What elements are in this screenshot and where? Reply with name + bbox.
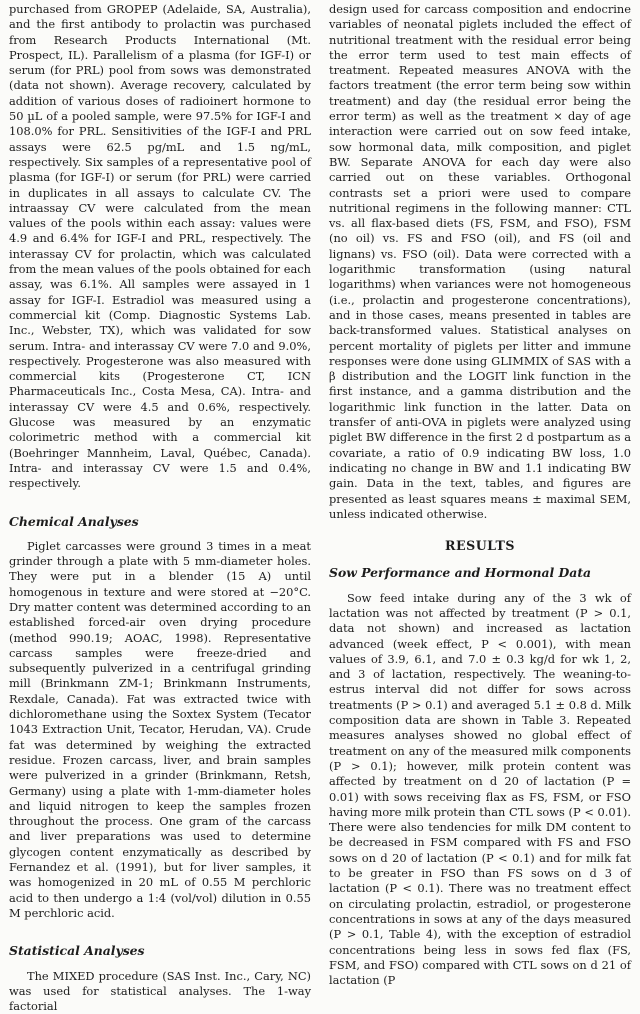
sow-performance-heading: Sow Performance and Hormonal Data — [329, 565, 592, 581]
hormone-assay-paragraph: purchased from GROPEP (Adelaide, SA, Australia), and the first antibody to prolactin was purchased from Research Products International (Mt. Prospect, IL). Parallelism of a plasma (for IGF-I) or serum (for PRL) pool from sows was demonstrated (data not shown). Average recovery, calculated by addition of various doses of radioinert hormone to 50 µL of a pooled sample, were 97.5% for IGF-I and 108.0% for PRL. Sensitivities of the IGF-I and PRL assays were 62.5 pg/mL and 1.5 ng/mL, respectively. Six samples of a representative pool of plasma (for IGF-I) or serum (for PRL) were carried in duplicates in all assays to calculate CV. The intraassay CV were calculated from the mean values of the pools within each assay: values were 4.9 and 6.4% for IGF-I and PRL, respectively. The interassay CV for prolactin, which was calculated from the mean values of the pools obtained for each assay, was 6.1%. All samples were assayed in 1 assay for IGF-I. Estradiol was measured using a commercial kit (Comp. Diagnostic Systems Lab. Inc., Webster, TX), which was validated for sow serum. Intra- and interassay CV were 7.0 and 9.0%, respectively. Progesterone was also measured with commercial kits (Progesterone CT, ICN Pharmaceuticals Inc., Costa Mesa, CA). Intra- and interassay CV were 4.5 and 0.6%, respectively. Glucose was measured by an enzymatic colorimetric method with a commercial kit (Boehringer Mannheim, Laval, Québec, Canada). Intra- and interassay CV were 1.5 and 0.4%, respectively. — [9, 2, 311, 491]
statistical-analyses-heading: Statistical Analyses — [9, 943, 145, 959]
sow-performance-paragraph: Sow feed intake during any of the 3 wk of lactation was not affected by treatment (P > 0.1, data not shown) and increased as lactation advanced (week effect, P < 0.001), with mean values of 3.9, 6.1, and 7.0 ± 0.3 kg/d for wk 1, 2, and 3 of lactation, respectively. The weaning-to-estrus interval did not differ for sows across treatments (P > 0.1) and averaged 5.1 ± 0.8 d. Milk composition data are shown in Table 3. Repeated measures analyses showed no global effect of treatment on any of the measured milk components (P > 0.1); however, milk protein content was affected by treatment on d 20 of lactation (P = 0.01) with sows receiving flax as FS, FSM, or FSO having more milk protein than CTL sows (P < 0.01). There were also tendencies for milk DM content to be decreased in FSM compared with FS and FSO sows on d 20 of lactation (P < 0.1) and for milk fat to be greater in FSO than FS sows on d 3 of lactation (P < 0.1). There was no treatment effect on circulating prolactin, estradiol, or progesterone concentrations in sows at any of the days measured (P > 0.1, Table 4), with the exception of estradiol concentrations being less in sows fed flax (FS, FSM, and FSO) compared with CTL sows on d 21 of lactation (P — [329, 590, 631, 988]
statistical-design-paragraph: design used for carcass composition and endocrine variables of neonatal piglets included the effect of nutritional treatment with the residual error being the error term used to test main effects of treatment. Repeated measures ANOVA with the factors treatment (the error term being sow within treatment) and day (the residual error being the error term) as well as the treatment × day of age interaction were carried out on sow feed intake, sow hormonal data, milk composition, and piglet BW. Separate ANOVA for each day were also carried out on these variables. Orthogonal contrasts set a priori were used to compare nutritional regimens in the following manner: CTL vs. all flax-based diets (FS, FSM, and FSO), FSM (no oil) vs. FS and FSO (oil), and FS (oil and lignans) vs. FSO (oil). Data were corrected with a logarithmic transformation (using natural logarithms) when variances were not homogeneous (i.e., prolactin and progesterone concentrations), and in those cases, means presented in tables are back-transformed values. Statistical analyses on percent mortality of piglets per litter and immune responses were done using GLIMMIX of SAS with a β distribution and the LOGIT link function in the first instance, and a gamma distribution and the logarithmic link function in the latter. Data on transfer of anti-OVA in piglets were analyzed using piglet BW difference in the first 2 d postpartum as a covariate, a ratio of 0.9 indicating BW loss, 1.0 indicating no change in BW and 1.1 indicating BW gain. Data in the text, tables, and figures are presented as least squares means ± maximal SEM, unless indicated otherwise. — [329, 2, 631, 521]
statistical-analyses-paragraph: The MIXED procedure (SAS Inst. Inc., Cary, NC) was used for statistical analyses. The 1-way factorial — [9, 968, 311, 1014]
results-heading: RESULTS — [445, 538, 515, 554]
right-column — [329, 2, 631, 988]
chemical-analyses-paragraph: Piglet carcasses were ground 3 times in a meat grinder through a plate with 5 mm-diameter holes. They were put in a blender (15 A) until homogenous in texture and were stored at −20°C. Dry matter content was determined according to an established forced-air oven drying procedure (method 990.19; AOAC, 1998). Representative carcass samples were freeze-dried and subsequently pulverized in a centrifugal grinding mill (Brinkmann ZM-1; Brinkmann Instruments, Rexdale, Canada). Fat was extracted twice with dichloromethane using the Soxtex System (Tecator 1043 Extraction Unit, Tecator, Herudan, VA). Crude fat was determined by weighing the extracted residue. Frozen carcass, liver, and brain samples were pulverized in a grinder (Brinkmann, Retsh, Germany) using a plate with 1-mm-diameter holes and liquid nitrogen to keep the samples frozen throughout the process. One gram of the carcass and liver preparations was used to determine glycogen content enzymatically as described by Fernandez et al. (1991), but for liver samples, it was homogenized in 20 mL of 0.55 M perchloric acid to then undergo a 1:4 (vol/vol) dilution in 0.55 M perchloric acid. — [9, 538, 311, 920]
chemical-analyses-heading: Chemical Analyses — [9, 513, 139, 529]
left-column — [9, 2, 311, 1014]
